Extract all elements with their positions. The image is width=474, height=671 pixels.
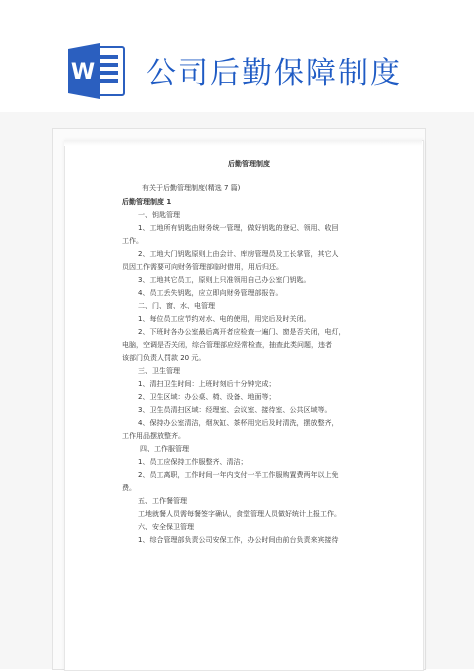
document-line: 4、保持办公室清洁，烟灰缸、茶杯用完后及时清洗，摆放整齐，: [138, 419, 339, 427]
document-line: 该部门负责人罚款 20 元。: [122, 354, 206, 362]
document-subtitle: 有关于后勤管理制度(精选 7 篇): [142, 184, 241, 192]
document-title: 后勤管理制度: [228, 160, 270, 168]
document-line: 2、工地大门钥匙原则上由会计、库房管理员及工长掌管，其它人: [138, 250, 339, 258]
document-line: 1、员工应保持工作服整齐、清洁；: [138, 458, 248, 466]
banner-title: 公司后勤保障制度: [146, 56, 402, 91]
document-line: 1、清扫卫生时间：上班时刻后十分钟完成；: [138, 380, 276, 388]
document-line: 1、工地所有钥匙由财务统一管理，做好钥匙的登记、领用、收回: [138, 224, 339, 232]
document-line: 工作。: [122, 237, 143, 245]
document-line: 三、卫生管理: [138, 367, 180, 375]
document-line: 3、卫生员清扫区域：经理室、会议室、接待室、公共区域等。: [138, 406, 332, 414]
document-lines: [122, 209, 376, 547]
section-heading: 后勤管理制度 1: [122, 198, 172, 206]
document-body: [122, 158, 376, 547]
document-line: 工作用品摆放整齐。: [122, 432, 185, 440]
word-icon: [68, 43, 126, 99]
document-line: 员因工作需要可向财务管理部临时借用，用后归还。: [122, 263, 283, 271]
document-line: 四、工作服管理: [140, 445, 189, 453]
document-line: 1、综合管理部负责公司安保工作，办公时间由前台负责来宾接待: [138, 536, 339, 544]
document-line: 一、钥匙管理: [138, 211, 180, 219]
svg-text:W: W: [70, 60, 96, 85]
document-line: 六、安全保卫管理: [138, 523, 194, 531]
document-line: 电脑，空调是否关闭，综合管理部应经常检查，抽查此类问题，违者: [122, 341, 332, 349]
document-line: 2、卫生区域：办公桌、椅、设备、地面等；: [138, 393, 276, 401]
document-line: 五、工作餐管理: [138, 497, 187, 505]
document-line: 2、下班时各办公室最后离开者应检查一遍门、窗是否关闭，电灯，: [138, 328, 346, 336]
document-line: 费。: [122, 484, 136, 492]
document-line: 2、员工离职，工作时间一年内支付一半工作服购置费两年以上免: [138, 471, 339, 479]
page-edge: [64, 140, 422, 146]
document-line: 3、工地其它员工，原则上只准领用自己办公室门钥匙。: [138, 276, 311, 284]
document-line: 4、员工丢失钥匙，应立即向财务管理部报告。: [138, 289, 283, 297]
document-line: 二、门、窗、水、电管理: [138, 302, 215, 310]
document-banner: [0, 0, 474, 110]
document-line: 工地就餐人员需每餐签字确认，食堂管理人员做好统计上报工作。: [138, 510, 341, 518]
document-line: 1、每位员工应节约对水、电的使用，用完后及时关闭。: [138, 315, 311, 323]
